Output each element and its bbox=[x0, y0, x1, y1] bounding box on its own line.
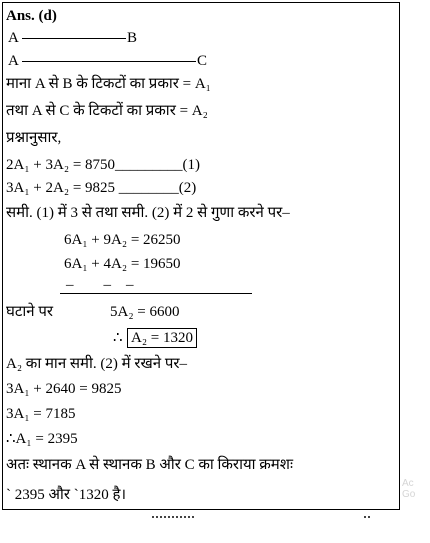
according-to-question: प्रश्नानुसार, bbox=[6, 130, 62, 146]
equation-3: 6A₁ + 9A₂ = 26250 bbox=[64, 232, 181, 248]
substitute-step: A₂ का मान समी. (2) में रखने पर– bbox=[6, 356, 187, 372]
answer-label: Ans. (d) bbox=[6, 8, 57, 24]
subtraction-rule bbox=[60, 293, 252, 294]
segment-ab bbox=[22, 38, 126, 39]
segment-ac bbox=[22, 61, 196, 62]
equation-9: ∴A₁ = 2395 bbox=[6, 431, 78, 447]
point-a-label-2: A bbox=[8, 53, 19, 69]
point-a-label: A bbox=[8, 30, 19, 46]
multiply-step: समी. (1) में 3 से तथा समी. (2) में 2 से गुणा करने पर– bbox=[6, 205, 290, 221]
equation-5: 5A₂ = 6600 bbox=[110, 304, 180, 320]
equation-4: 6A₁ + 4A₂ = 19650 bbox=[64, 256, 181, 272]
equation-1: 2A₁ + 3A₂ = 8750_________(1) bbox=[6, 157, 201, 173]
watermark-text: Ac Go bbox=[402, 478, 416, 500]
subtract-label: घटाने पर bbox=[6, 304, 54, 320]
result-a2-boxed: A₂ = 1320 bbox=[127, 328, 197, 348]
point-b-label: B bbox=[127, 30, 138, 46]
subtraction-signs: – – – bbox=[66, 277, 134, 293]
equation-2: 3A₁ + 2A₂ = 9825 ________(2) bbox=[6, 180, 197, 196]
conclusion-line-1: अतः स्थानक A से स्थानक B और C का किराया क्रमशः bbox=[6, 457, 294, 473]
point-c-label: C bbox=[197, 53, 208, 69]
definition-a2: तथा A से C के टिकटों का प्रकार = A₂ bbox=[6, 103, 208, 119]
definition-a1: माना A से B के टिकटों का प्रकार = A₁ bbox=[6, 76, 211, 92]
equation-8: 3A₁ = 7185 bbox=[6, 406, 76, 422]
cut-text-fragment-2 bbox=[364, 516, 370, 518]
therefore-symbol: ∴ bbox=[113, 330, 123, 346]
conclusion-line-2: ` 2395 और `1320 है। bbox=[6, 487, 127, 503]
cut-text-fragment bbox=[152, 516, 194, 518]
equation-7: 3A₁ + 2640 = 9825 bbox=[6, 381, 122, 397]
